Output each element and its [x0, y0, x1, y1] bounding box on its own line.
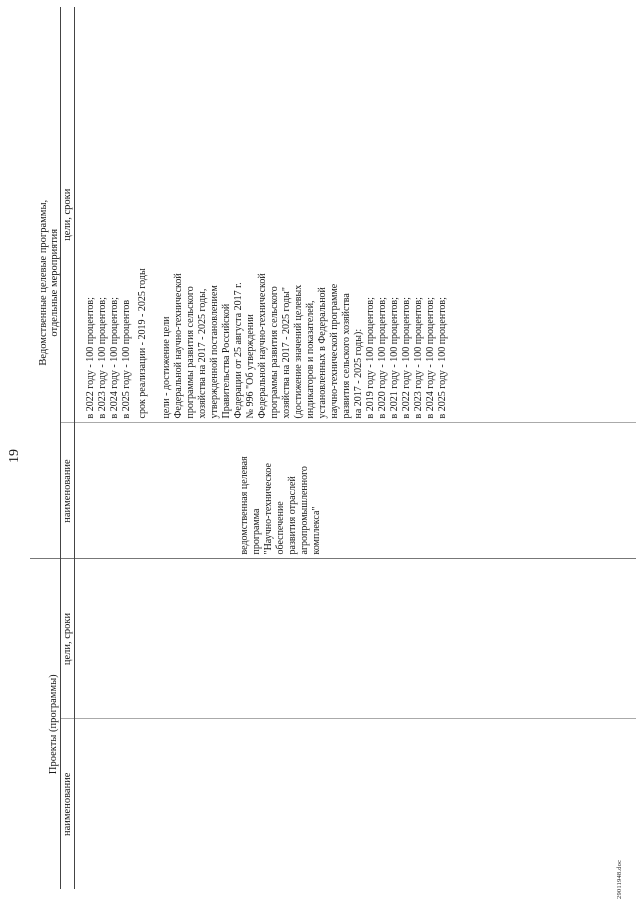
projects-title: Проекты (программы) [47, 674, 59, 775]
top-term: срок реализации - 2019 - 2025 годы [136, 268, 148, 419]
page-number: 19 [7, 449, 22, 463]
ved-col-goals: цели, сроки [60, 7, 74, 423]
programs-table [30, 7, 636, 889]
top-goal-line: в 2022 году - 100 процентов; [84, 297, 96, 419]
top-goal-line: в 2025 году - 100 процентов [120, 299, 132, 419]
projects-col-goals: цели, сроки [60, 559, 74, 719]
vedomstvennye-title-line2: отдельные мероприятия [48, 228, 60, 337]
projects-goals-cell [74, 559, 636, 719]
projects-col-name: наименование [60, 719, 74, 889]
vedomstvennye-title-line1: Ведомственные целевые программы, [37, 199, 49, 366]
program-goals: цели - достижение цели Федеральной научно-технической программы развития сельского хозяйства на 2017 - 2025 годы, утвержденной постановлением Правительства Российской Федерации от 25 августа 2017 г. № 996 "Об утверждении Федеральной научно-технической программы развития сельского хозяйства на 2017 - 2025 годы" (достижение значений целевых индикаторов и показателей, установленных в Федеральной научно-технической программе развития сельского хозяйства на 2017 - 2025 годы): в 2019 году - 100 процентов; в 2020 году - 100 процентов; в 2021 году - 100 процентов; в 2022 году - 100 процентов; в 2023 году - 100 процентов; в 2024 году - 100 процентов; в 2025 году - 100 процентов; [160, 273, 448, 419]
projects-name-cell [74, 719, 636, 889]
ved-col-name: наименование [60, 423, 74, 559]
top-goal-line: в 2023 году - 100 процентов; [96, 297, 108, 419]
footer-filename: 29011948.doc [616, 859, 623, 899]
ved-goals-cell [74, 7, 636, 423]
program-name: ведомственная целевая программа "Научно-техническое обеспечение развития отраслей агропромышленного комплекса" [238, 456, 322, 555]
vedomstvennye-header [30, 7, 60, 559]
projects-header [30, 559, 60, 889]
ved-name-cell [74, 423, 636, 559]
top-goals [75, 7, 449, 423]
top-goal-line: в 2024 году - 100 процентов; [108, 297, 120, 419]
